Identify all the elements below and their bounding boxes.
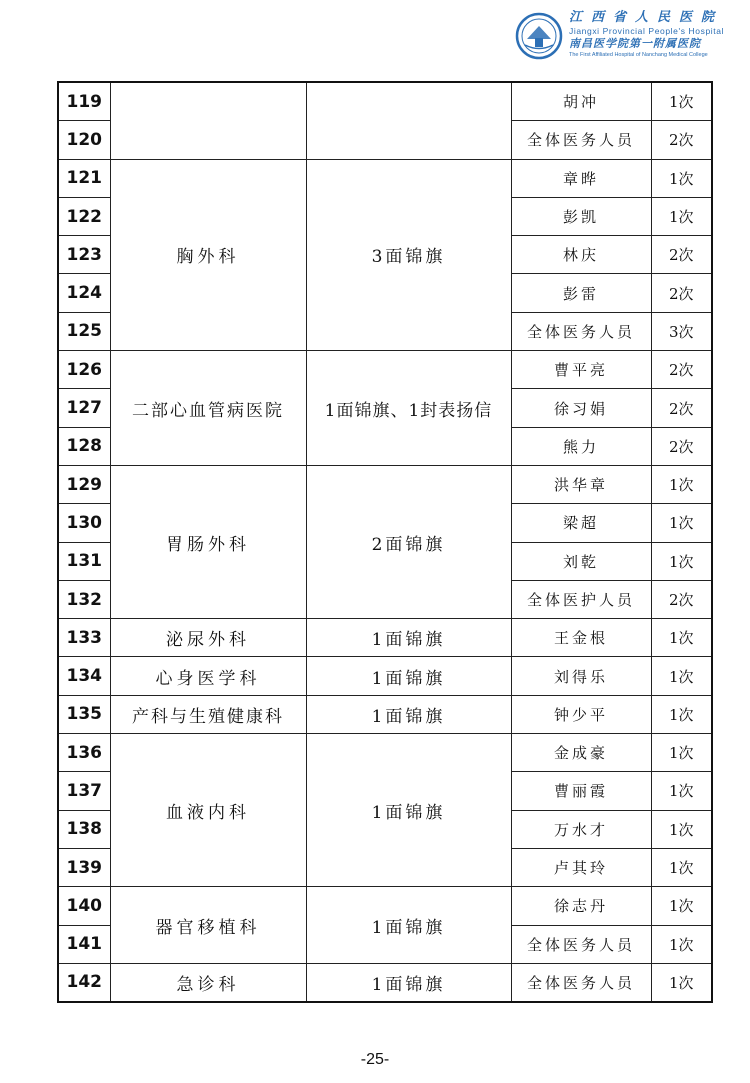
person-cell: 全体医务人员 bbox=[511, 312, 651, 350]
times-cell: 1次 bbox=[651, 695, 712, 733]
person-cell: 彭凯 bbox=[511, 197, 651, 235]
times-cell: 1次 bbox=[651, 82, 712, 121]
times-cell: 2次 bbox=[651, 121, 712, 159]
row-number: 128 bbox=[58, 427, 110, 465]
table-row bbox=[58, 351, 712, 389]
times-cell: 1次 bbox=[651, 848, 712, 886]
row-number: 142 bbox=[58, 963, 110, 1002]
person-cell: 梁超 bbox=[511, 504, 651, 542]
department-cell: 胸外科 bbox=[110, 159, 306, 350]
person-cell: 王金根 bbox=[511, 619, 651, 657]
department-cell: 二部心血管病医院 bbox=[110, 351, 306, 466]
page-number: -25- bbox=[360, 1051, 390, 1068]
row-number: 122 bbox=[58, 197, 110, 235]
row-number: 120 bbox=[58, 121, 110, 159]
row-number: 138 bbox=[58, 810, 110, 848]
table-row bbox=[58, 734, 712, 772]
person-cell: 万水才 bbox=[511, 810, 651, 848]
person-cell: 刘乾 bbox=[511, 542, 651, 580]
table-row bbox=[58, 695, 712, 733]
hospital-name-en: Jiangxi Provincial People's Hospital bbox=[569, 26, 725, 36]
times-cell: 1次 bbox=[651, 734, 712, 772]
header-text-block bbox=[569, 10, 747, 59]
table-row bbox=[58, 963, 712, 1002]
person-cell: 熊力 bbox=[511, 427, 651, 465]
row-number: 124 bbox=[58, 274, 110, 312]
times-cell: 2次 bbox=[651, 427, 712, 465]
award-cell: 1面锦旗 bbox=[306, 657, 511, 695]
department-cell bbox=[110, 82, 306, 159]
row-number: 119 bbox=[58, 82, 110, 121]
row-number: 136 bbox=[58, 734, 110, 772]
times-cell: 1次 bbox=[651, 887, 712, 925]
person-cell: 全体医护人员 bbox=[511, 580, 651, 618]
row-number: 131 bbox=[58, 542, 110, 580]
affiliation-en: The First Affiliated Hospital of Nanchang Medical College bbox=[569, 52, 708, 58]
row-number: 121 bbox=[58, 159, 110, 197]
person-cell: 胡冲 bbox=[511, 82, 651, 121]
department-cell: 器官移植科 bbox=[110, 887, 306, 964]
times-cell: 2次 bbox=[651, 351, 712, 389]
row-number: 135 bbox=[58, 695, 110, 733]
row-number: 139 bbox=[58, 848, 110, 886]
department-cell: 血液内科 bbox=[110, 734, 306, 887]
award-cell: 3面锦旗 bbox=[306, 159, 511, 350]
award-cell: 1面锦旗 bbox=[306, 695, 511, 733]
award-cell: 1面锦旗 bbox=[306, 887, 511, 964]
person-cell: 全体医务人员 bbox=[511, 121, 651, 159]
row-number: 141 bbox=[58, 925, 110, 963]
honors-table bbox=[57, 81, 713, 1003]
times-cell: 2次 bbox=[651, 274, 712, 312]
award-cell: 1面锦旗 bbox=[306, 963, 511, 1002]
hospital-header bbox=[515, 10, 745, 66]
table-row bbox=[58, 82, 712, 121]
table-row bbox=[58, 887, 712, 925]
row-number: 125 bbox=[58, 312, 110, 350]
row-number: 129 bbox=[58, 465, 110, 503]
person-cell: 林庆 bbox=[511, 236, 651, 274]
times-cell: 1次 bbox=[651, 810, 712, 848]
times-cell: 1次 bbox=[651, 197, 712, 235]
times-cell: 2次 bbox=[651, 389, 712, 427]
award-cell bbox=[306, 82, 511, 159]
person-cell: 章晔 bbox=[511, 159, 651, 197]
table-row bbox=[58, 159, 712, 197]
affiliation-cn: 南昌医学院第一附属医院 bbox=[569, 37, 701, 50]
department-cell: 急诊科 bbox=[110, 963, 306, 1002]
award-cell: 1面锦旗 bbox=[306, 734, 511, 887]
times-cell: 1次 bbox=[651, 925, 712, 963]
row-number: 132 bbox=[58, 580, 110, 618]
table-row bbox=[58, 465, 712, 503]
row-number: 137 bbox=[58, 772, 110, 810]
person-cell: 徐习娟 bbox=[511, 389, 651, 427]
person-cell: 彭雷 bbox=[511, 274, 651, 312]
times-cell: 1次 bbox=[651, 159, 712, 197]
table-row bbox=[58, 657, 712, 695]
award-cell: 1面锦旗 bbox=[306, 619, 511, 657]
row-number: 140 bbox=[58, 887, 110, 925]
times-cell: 1次 bbox=[651, 772, 712, 810]
person-cell: 徐志丹 bbox=[511, 887, 651, 925]
row-number: 133 bbox=[58, 619, 110, 657]
table-row bbox=[58, 619, 712, 657]
person-cell: 全体医务人员 bbox=[511, 925, 651, 963]
award-cell: 1面锦旗、1封表扬信 bbox=[306, 351, 511, 466]
person-cell: 钟少平 bbox=[511, 695, 651, 733]
times-cell: 1次 bbox=[651, 657, 712, 695]
row-number: 130 bbox=[58, 504, 110, 542]
person-cell: 全体医务人员 bbox=[511, 963, 651, 1002]
times-cell: 1次 bbox=[651, 963, 712, 1002]
row-number: 126 bbox=[58, 351, 110, 389]
row-number: 127 bbox=[58, 389, 110, 427]
hospital-emblem-icon bbox=[515, 12, 563, 60]
times-cell: 2次 bbox=[651, 580, 712, 618]
department-cell: 产科与生殖健康科 bbox=[110, 695, 306, 733]
person-cell: 金成豪 bbox=[511, 734, 651, 772]
person-cell: 刘得乐 bbox=[511, 657, 651, 695]
hospital-name-cn: 江西省人民医院 bbox=[569, 10, 724, 25]
person-cell: 曹平亮 bbox=[511, 351, 651, 389]
row-number: 123 bbox=[58, 236, 110, 274]
times-cell: 2次 bbox=[651, 236, 712, 274]
person-cell: 曹丽霞 bbox=[511, 772, 651, 810]
row-number: 134 bbox=[58, 657, 110, 695]
times-cell: 1次 bbox=[651, 504, 712, 542]
department-cell: 心身医学科 bbox=[110, 657, 306, 695]
department-cell: 泌尿外科 bbox=[110, 619, 306, 657]
person-cell: 洪华章 bbox=[511, 465, 651, 503]
department-cell: 胃肠外科 bbox=[110, 465, 306, 618]
times-cell: 1次 bbox=[651, 542, 712, 580]
person-cell: 卢其玲 bbox=[511, 848, 651, 886]
times-cell: 3次 bbox=[651, 312, 712, 350]
award-cell: 2面锦旗 bbox=[306, 465, 511, 618]
times-cell: 1次 bbox=[651, 465, 712, 503]
times-cell: 1次 bbox=[651, 619, 712, 657]
